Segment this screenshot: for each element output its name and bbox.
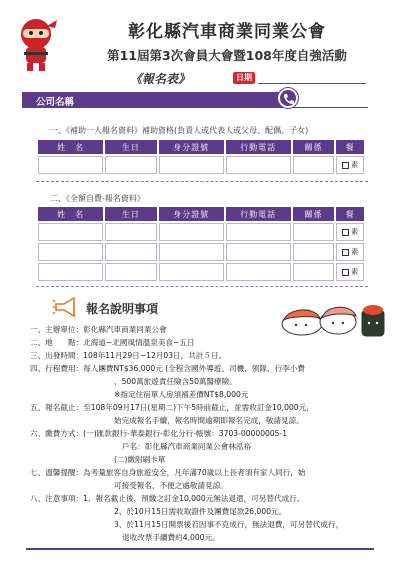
form-title-row <box>130 70 380 88</box>
departure-line: 三、出發時間：108年11月29日~12月03日，共計５日。 <box>30 351 227 360</box>
mobile-cell[interactable] <box>226 156 291 174</box>
id-number-cell[interactable] <box>159 156 224 174</box>
col-mobile: 行動電話 <box>226 207 291 221</box>
table-header-row <box>38 140 364 154</box>
notice-line-2: 2、於10月15日需收取證件及團費尾款26,000元。 <box>114 507 287 516</box>
table-header-row <box>38 207 364 221</box>
veg-checkbox[interactable] <box>342 162 349 169</box>
mobile-cell[interactable] <box>226 243 291 261</box>
veg-checkbox[interactable] <box>342 229 349 236</box>
veg-checkbox[interactable] <box>342 249 349 256</box>
col-id-number: 身分證號 <box>159 140 224 154</box>
col-meal: 餐 <box>336 207 364 221</box>
payment-card-line: (二)繳附刷卡單 <box>114 455 166 464</box>
id-number-cell[interactable] <box>159 243 224 261</box>
veg-checkbox[interactable] <box>342 269 349 276</box>
veg-label: 素 <box>351 228 359 236</box>
col-relation: 關係 <box>293 140 334 154</box>
section1-table <box>36 138 366 176</box>
phone-icon <box>278 88 298 108</box>
relation-cell[interactable] <box>293 263 334 281</box>
veg-cell[interactable] <box>336 156 364 174</box>
page-subtitle: 第11屆第3次會員大會暨108年度自強活動 <box>107 48 347 63</box>
cost-note: ※指定住宿單人房須補差價NT$8,000元 <box>114 390 249 399</box>
reminder-line: 七、溫馨提醒：為考量旅客自身旅遊安全，凡年滿70歲以上長者須有家人同行，始 <box>30 468 306 477</box>
table-row <box>38 223 364 241</box>
organizer-line: 一、主辦單位：彰化縣汽車商業同業公會 <box>30 325 167 334</box>
birthday-cell[interactable] <box>105 243 156 261</box>
relation-cell[interactable] <box>293 156 334 174</box>
company-name-field[interactable] <box>292 107 368 108</box>
veg-label: 素 <box>351 248 359 256</box>
location-line: 二、地 點：北海道~北國風情溫泉美食~五日 <box>30 338 195 347</box>
veg-label: 素 <box>351 161 359 169</box>
company-name-label: 公司名稱 <box>36 97 75 108</box>
veg-cell[interactable] <box>336 263 364 281</box>
mobile-cell[interactable] <box>226 223 291 241</box>
description-list <box>30 323 380 544</box>
mobile-cell[interactable] <box>226 263 291 281</box>
name-cell[interactable] <box>38 263 103 281</box>
bottom-divider <box>26 548 374 550</box>
birthday-cell[interactable] <box>105 156 156 174</box>
notice-line-3: 3、於11月15日開票後若因事不克成行，無法退費，可另替代成行， <box>114 520 344 529</box>
name-cell[interactable] <box>38 156 103 174</box>
relation-cell[interactable] <box>293 243 334 261</box>
name-cell[interactable] <box>38 223 103 241</box>
cost-line: 四、行程費用：每人團費NT$36,000元 (全程含國外導遊、司機、領隊、行李小費 <box>30 364 305 373</box>
table-row <box>38 263 364 281</box>
table-row <box>38 156 364 174</box>
notice-line-1: 八、注意事項：1、報名截止後，預繳之訂金10,000元無法退還，可另替代成行。 <box>30 494 305 503</box>
veg-cell[interactable] <box>336 223 364 241</box>
page-title: 彰化縣汽車商業同業公會 <box>128 22 326 42</box>
veg-cell[interactable] <box>336 243 364 261</box>
birthday-cell[interactable] <box>105 263 156 281</box>
section-divider <box>36 181 368 182</box>
reminder-line-cont: 可接受報名，不便之處敬請見諒。 <box>114 481 228 490</box>
veg-label: 素 <box>351 268 359 276</box>
id-number-cell[interactable] <box>159 223 224 241</box>
section2-heading: 二、《全額自費-報名資料》 <box>50 194 145 203</box>
col-meal: 餐 <box>336 140 364 154</box>
deadline-line: 五、報名截止：至108年09月17日(星期二)下午5時前截止，並需收訂金10,000元， <box>30 403 314 412</box>
col-id-number: 身分證號 <box>159 207 224 221</box>
notice-line-3-cont: 退收改票手續費約4,000元。 <box>122 533 220 542</box>
deadline-line-cont: 始完成報名手續，報名時間逾期即報名完成，敬請見諒。 <box>114 416 304 425</box>
col-name: 姓 名 <box>38 207 103 221</box>
company-name-bar <box>22 92 292 108</box>
birthday-cell[interactable] <box>105 223 156 241</box>
date-badge: 日期 <box>233 72 255 84</box>
ninja-mascot-icon <box>14 14 58 72</box>
col-birthday: 生日 <box>105 207 156 221</box>
megaphone-icon <box>52 296 80 318</box>
col-name: 姓 名 <box>38 140 103 154</box>
section1-heading: 一、《補助一人報名資料》補助資格(負責人或代表人或父母、配偶、子女) <box>50 126 309 135</box>
col-mobile: 行動電話 <box>226 140 291 154</box>
header <box>62 22 392 65</box>
col-birthday: 生日 <box>105 140 156 154</box>
form-title: 《報名表》 <box>130 72 191 86</box>
payment-account-name: 戶名：彰化縣汽車商業同業公會林泓裕 <box>122 442 252 451</box>
payment-line: 六、繳費方式：(一)匯款銀行-華泰銀行-彰化分行-帳號：3703-00000005-1 <box>30 429 288 438</box>
relation-cell[interactable] <box>293 223 334 241</box>
date-field[interactable] <box>258 83 366 84</box>
section2-table <box>36 205 366 283</box>
section-divider <box>36 286 368 287</box>
table-row <box>38 243 364 261</box>
description-title: 報名說明事項 <box>86 302 159 316</box>
cost-line-cont: ，500萬旅遊責任險含50萬醫療險。 <box>114 377 237 386</box>
name-cell[interactable] <box>38 243 103 261</box>
id-number-cell[interactable] <box>159 263 224 281</box>
col-relation: 關係 <box>293 207 334 221</box>
